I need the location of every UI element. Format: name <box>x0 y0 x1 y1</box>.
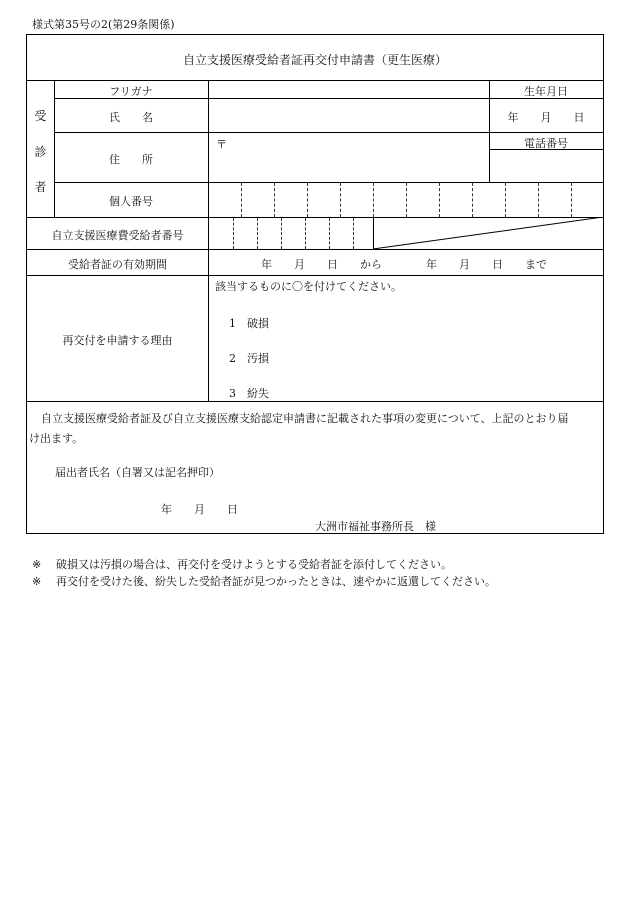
diagonal-strike <box>373 217 603 249</box>
addressee: 大洲市福祉事務所長 様 <box>315 520 436 533</box>
postal-mark: 〒 <box>216 138 227 151</box>
row-divider <box>27 275 603 276</box>
reason-label: 再交付を申請する理由 <box>62 334 173 347</box>
furigana-label: フリガナ <box>109 85 153 98</box>
row-divider <box>54 182 603 183</box>
reason-option: 2 汚損 <box>229 352 269 365</box>
note-text: 再交付を受けた後、紛失した受給者証が見つかったときは、速やかに返還してください。 <box>56 575 496 588</box>
address-label: 住 所 <box>109 153 153 166</box>
declaration-line: 自立支援医療受給者証及び自立支援医療支給認定申請書に記載された事項の変更について、上記のとおり届 <box>41 412 569 425</box>
form-number-label: 様式第35号の2(第29条関係) <box>32 18 175 31</box>
validity-value: 年 月 日 から 年 月 日 まで <box>261 258 547 271</box>
notes <box>32 556 496 590</box>
row-divider <box>27 80 603 81</box>
name-label: 氏 名 <box>109 111 153 124</box>
applicant-name-label: 届出者氏名（自署又は記名押印） <box>55 466 220 479</box>
note-text: 破損又は汚損の場合は、再交付を受けようとする受給者証を添付してください。 <box>56 558 452 571</box>
patient-group-char: 者 <box>34 180 47 194</box>
row-divider <box>27 401 603 402</box>
note-mark: ※ <box>32 575 42 588</box>
reason-option: 1 破損 <box>229 317 269 330</box>
declaration-line: け出ます。 <box>29 432 84 445</box>
birthdate-value: 年 月 日 <box>507 111 585 124</box>
reason-option: 3 紛失 <box>229 387 269 400</box>
note-item <box>32 573 496 590</box>
validity-label: 受給者証の有効期間 <box>68 258 167 271</box>
form-title: 自立支援医療受給者証再交付申請書（更生医療） <box>182 53 447 67</box>
recipient-number-label: 自立支援医療費受給者番号 <box>51 229 184 242</box>
my-number-label: 個人番号 <box>109 195 153 208</box>
note-item <box>32 556 496 573</box>
note-mark: ※ <box>32 558 42 571</box>
phone-label: 電話番号 <box>524 137 568 150</box>
patient-group-char: 診 <box>34 145 47 159</box>
reason-instruction: 該当するものに〇を付けてください。 <box>215 280 402 293</box>
row-divider <box>27 249 603 250</box>
patient-group-char: 受 <box>34 109 47 123</box>
row-divider <box>54 132 603 133</box>
birthdate-label: 生年月日 <box>524 85 568 98</box>
col-divider <box>208 80 209 401</box>
application-form <box>26 34 604 534</box>
declaration-date: 年 月 日 <box>161 503 238 516</box>
